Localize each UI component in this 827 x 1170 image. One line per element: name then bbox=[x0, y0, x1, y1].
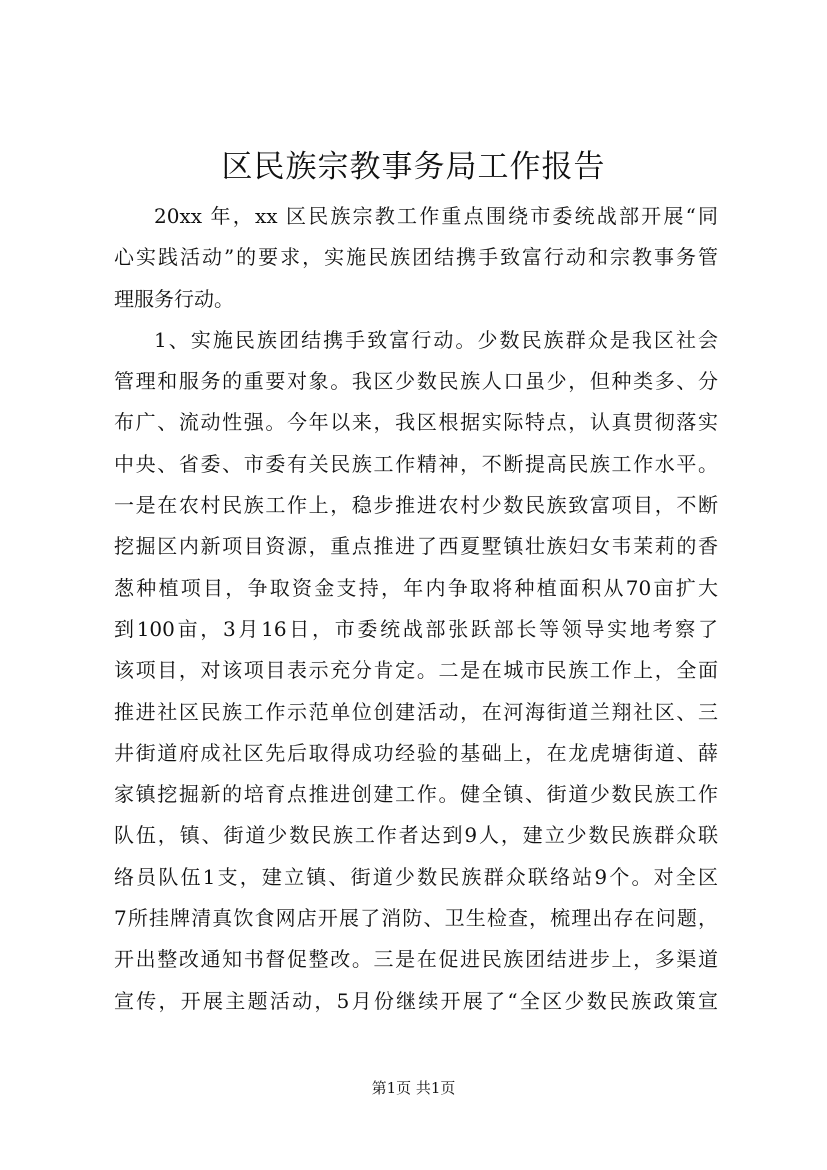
paragraph-line: 井街道府成社区先后取得成功经验的基础上，在龙虎塘街道、薛 bbox=[114, 740, 718, 765]
paragraph-line: 队伍，镇、街道少数民族工作者达到9人，建立少数民族群众联 bbox=[114, 823, 718, 848]
page-footer: 第1页 共1页 bbox=[371, 1079, 456, 1097]
paragraph-line: 一是在农村民族工作上，稳步推进农村少数民族致富项目，不断 bbox=[114, 493, 718, 518]
paragraph-line: 推进社区民族工作示范单位创建活动，在河海街道兰翔社区、三 bbox=[114, 699, 718, 724]
paragraph-line: 1、实施民族团结携手致富行动。少数民族群众是我区社会 bbox=[154, 327, 718, 352]
paragraph-line: 葱种植项目，争取资金支持，年内争取将种植面积从70亩扩大 bbox=[114, 575, 718, 600]
paragraph-line: 管理和服务的重要对象。我区少数民族人口虽少，但种类多、分 bbox=[114, 369, 718, 394]
paragraph-line: 理服务行动。 bbox=[114, 286, 234, 311]
paragraph-line: 心实践活动”的要求，实施民族团结携手致富行动和宗教事务管 bbox=[114, 245, 718, 270]
paragraph-line: 中央、省委、市委有关民族工作精神，不断提高民族工作水平。 bbox=[114, 451, 718, 476]
paragraph-line: 布广、流动性强。今年以来，我区根据实际特点，认真贯彻落实 bbox=[114, 410, 718, 435]
paragraph-line: 挖掘区内新项目资源，重点推进了西夏墅镇壮族妇女韦茉莉的香 bbox=[114, 534, 718, 559]
paragraph-line: 该项目，对该项目表示充分肯定。二是在城市民族工作上，全面 bbox=[114, 658, 718, 683]
paragraph-line: 络员队伍1支，建立镇、街道少数民族群众联络站9个。对全区 bbox=[114, 864, 718, 889]
paragraph-line: 7所挂牌清真饮食网店开展了消防、卫生检查，梳理出存在问题， bbox=[114, 906, 718, 931]
paragraph-line: 家镇挖掘新的培育点推进创建工作。健全镇、街道少数民族工作 bbox=[114, 782, 718, 807]
paragraph-line: 到100亩，3月16日，市委统战部张跃部长等领导实地考察了 bbox=[114, 616, 718, 641]
paragraph-line: 20xx 年，xx 区民族宗教工作重点围绕市委统战部开展“同 bbox=[154, 204, 718, 228]
document-title: 区民族宗教事务局工作报告 bbox=[221, 149, 606, 185]
paragraph-line: 宣传，开展主题活动，5月份继续开展了“全区少数民族政策宣 bbox=[114, 988, 718, 1013]
document-body bbox=[114, 196, 718, 1022]
paragraph-line: 开出整改通知书督促整改。三是在促进民族团结进步上，多渠道 bbox=[114, 947, 718, 972]
